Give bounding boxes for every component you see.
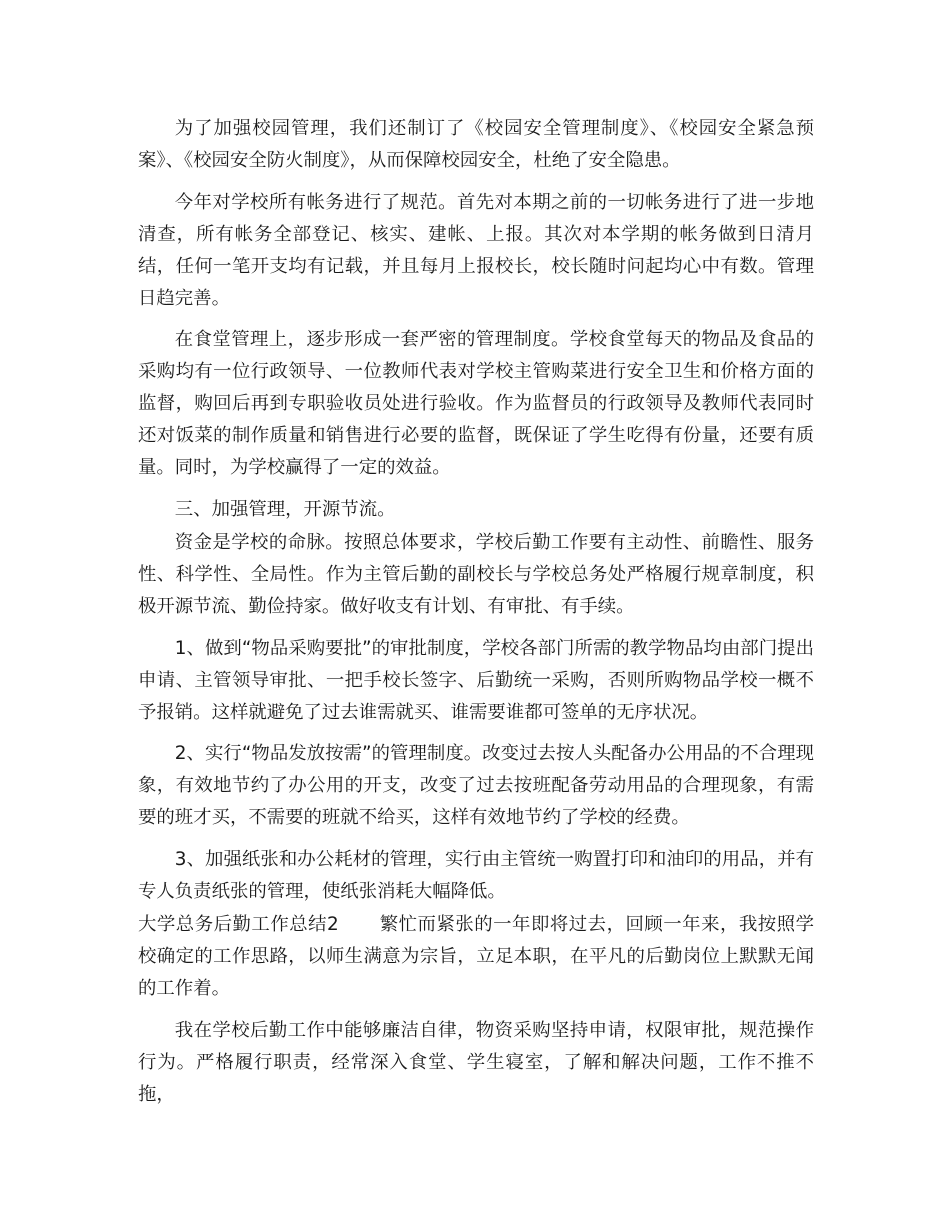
section-title-paragraph xyxy=(138,909,814,1005)
section-title: 大学总务后勤工作总结2 xyxy=(138,914,339,935)
paragraph-item-2: 2、实行“物品发放按需”的管理制度。改变过去按人头配备办公用品的不合理现象，有效地节约了办公用的开支，改变了过去按班配备劳动用品的合理现象，有需要的班才买，不需要的班就不给买，这样有效地节约了学校的经费。 xyxy=(138,743,814,828)
document-body xyxy=(138,113,814,1120)
paragraph-item-3: 3、加强纸张和办公耗材的管理，实行由主管统一购置打印和油印的用品，并有专人负责纸张的管理，使纸张消耗大幅降低。 xyxy=(138,848,814,902)
paragraph-funding: 资金是学校的命脉。按照总体要求，学校后勤工作要有主动性、前瞻性、服务性、科学性、全局性。作为主管后勤的副校长与学校总务处严格履行规章制度，积极开源节流、勤俭持家。做好收支有计划、有审批、有手续。 xyxy=(138,532,814,617)
paragraph-integrity: 我在学校后勤工作中能够廉洁自律，物资采购坚持申请，权限审批，规范操作行为。严格履行职责，经常深入食堂、学生寝室，了解和解决问题，工作不推不拖， xyxy=(138,1019,814,1105)
section-heading-three: 三、加强管理，开源节流。 xyxy=(174,498,396,520)
paragraph-canteen: 在食堂管理上，逐步形成一套严密的管理制度。学校食堂每天的物品及食品的采购均有一位行政领导、一位教师代表对学校主管购菜进行安全卫生和价格方面的监督，购回后再到专职验收员处进行验收。作为监督员的行政领导及教师代表同时还对饭菜的制作质量和销售进行必要的监督，既保证了学生吃得有份量，还要有质量。同时，为学校赢得了一定的效益。 xyxy=(138,329,814,478)
paragraph-accounts: 今年对学校所有帐务进行了规范。首先对本期之前的一切帐务进行了进一步地清查，所有帐务全部登记、核实、建帐、上报。其次对本学期的帐务做到日清月结，任何一笔开支均有记载，并且每月上报校长，校长随时问起均心中有数。管理日趋完善。 xyxy=(138,191,814,309)
paragraph-campus-safety: 为了加强校园管理，我们还制订了《校园安全管理制度》、《校园安全紧急预案》、《校园安全防火制度》，从而保障校园安全，杜绝了安全隐患。 xyxy=(138,118,814,171)
section-lead: 繁忙而紧张的一年即将过去，回顾一年来，我按照学校确定的工作思路，以师生满意为宗旨，立足本职，在平凡的后勤岗位上默默无闻的工作着。 xyxy=(138,914,814,999)
paragraph-item-1: 1、做到“物品采购要批”的审批制度，学校各部门所需的教学物品均由部门提出申请、主管领导审批、一把手校长签字、后勤统一采购，否则所购物品学校一概不予报销。这样就避免了过去谁需就买、谁需要谁都可签单的无序状况。 xyxy=(138,637,814,723)
